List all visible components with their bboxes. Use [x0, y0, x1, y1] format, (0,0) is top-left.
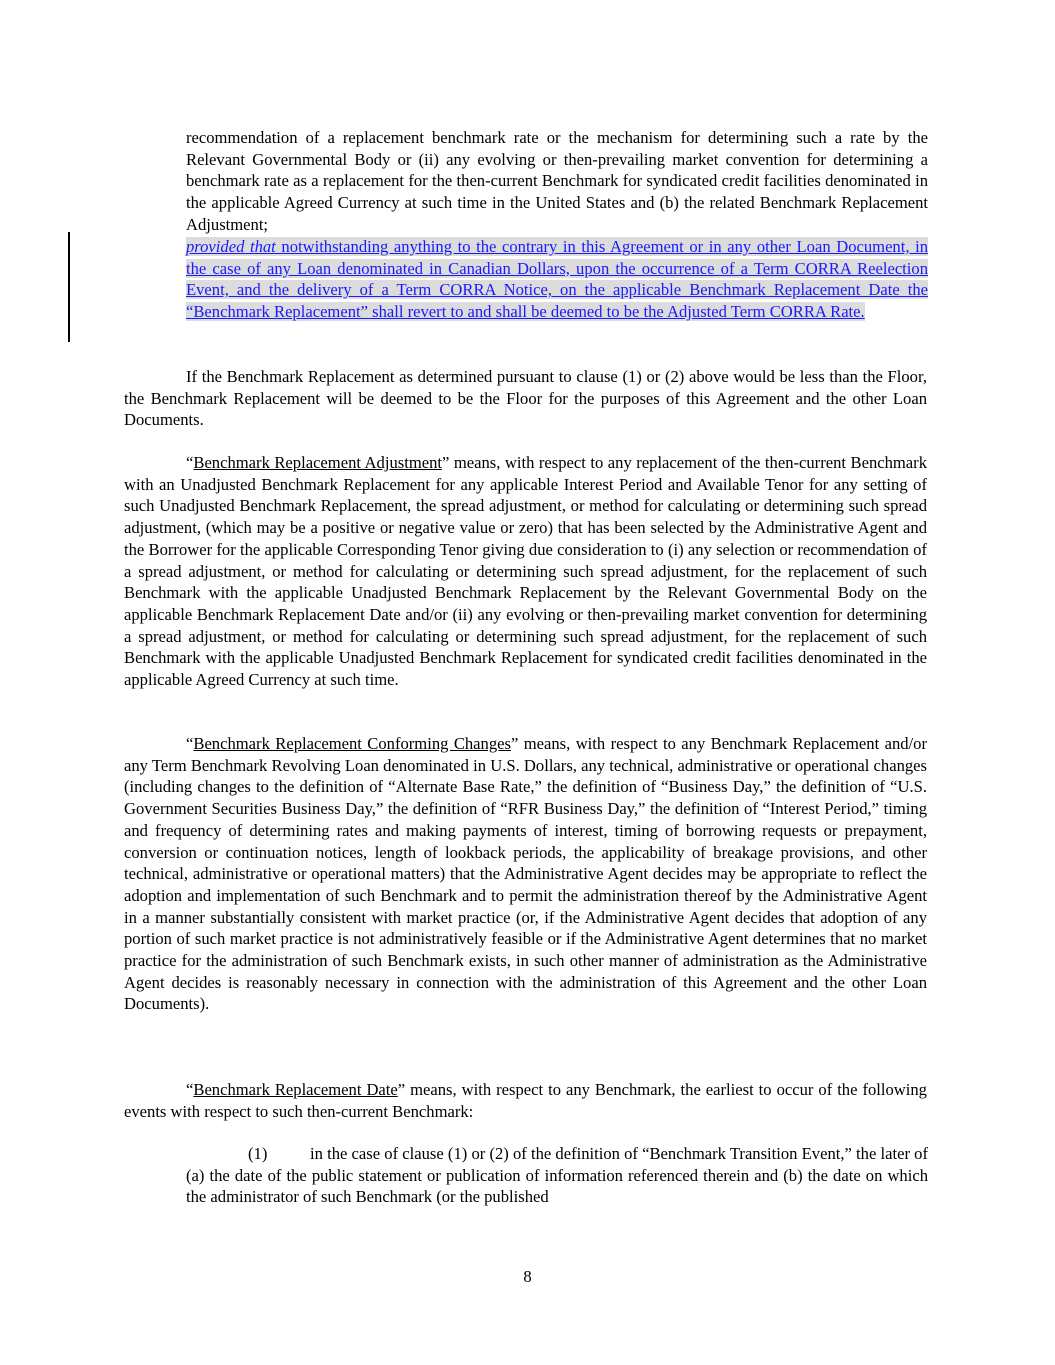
clause-number: (1): [248, 1144, 268, 1163]
definition-body: ” means, with respect to any Benchmark, the earliest to occur of the following events with respect to such then-current Benchmark:: [124, 1080, 927, 1121]
proviso-text: notwithstanding anything to the contrary in this Agreement or in any other Loan Document, in the case of any Loan denominated in Canadian Dollars, upon the occurrence of a Term CORRA Reelection Event, and the delivery of a Term CORRA Notice, on the applicable Benchmark Replacement Date the “Benchmark Replacement” shall revert to and shall be deemed to be the Adjusted Term CORRA Rate.: [186, 237, 928, 322]
definition-benchmark-replacement-date: [124, 1079, 927, 1122]
definition-benchmark-replacement-adjustment: [124, 452, 927, 691]
clause-text: in the case of clause (1) or (2) of the definition of “Benchmark Transition Event,” the later of (a) the date of the public statement or publication of information referenced therein and (b) the date on which the administrator of such Benchmark (or the published: [186, 1144, 928, 1207]
definition-body: ” means, with respect to any Benchmark Replacement and/or any Term Benchmark Revolving Loan denominated in U.S. Dollars, any technical, administrative or operational changes (including changes to the definition of “Alternate Base Rate,” the definition of “Business Day,” the definition of “U.S. Government Securities Business Day,” the definition of “RFR Business Day,” the definition of “Interest Period,” timing and frequency of determining rates and making payments of interest, timing of borrowing requests or prepayment, conversion or continuation notices, length of lookback periods, the applicability of breakage provisions, and other technical, administrative or operational matters) that the Administrative Agent decides may be appropriate to reflect the adoption and implementation of such Benchmark and to permit the administration thereof by the Administrative Agent in a manner substantially consistent with market practice (or, if the Administrative Agent decides that adoption of any portion of such market practice is not administratively feasible or if the Administrative Agent determines that no market practice for the administration of such Benchmark exists, in such other manner of administration as the Administrative Agent decides is reasonably necessary in connection with the administration of this Agreement and the other Loan Documents).: [124, 734, 927, 1014]
proviso-italic: provided that: [186, 237, 276, 256]
defined-term: Benchmark Replacement Date: [193, 1080, 398, 1099]
open-quote: “: [186, 453, 194, 472]
open-quote: “: [186, 734, 194, 753]
clause-1-paragraph: [186, 1143, 928, 1208]
continuation-text: recommendation of a replacement benchmark rate or the mechanism for determining such a rate by the Relevant Governmental Body or (ii) any evolving or then-prevailing market convention for determining a benchmark rate as a replacement for the then-current Benchmark for syndicated credit facilities denominated in the applicable Agreed Currency at such time in the United States and (b) the related Benchmark Replacement Adjustment;: [186, 128, 928, 234]
floor-paragraph: [124, 366, 927, 431]
defined-term: Benchmark Replacement Adjustment: [193, 453, 442, 472]
page-number: 8: [523, 1267, 532, 1286]
continuation-paragraph: [186, 127, 928, 236]
floor-text: If the Benchmark Replacement as determined pursuant to clause (1) or (2) above would be less than the Floor, the Benchmark Replacement will be deemed to be the Floor for the purposes of this Agreement and the other Loan Documents.: [124, 367, 927, 430]
defined-term: Benchmark Replacement Conforming Changes: [193, 734, 511, 753]
revision-change-bar: [68, 232, 70, 342]
definition-benchmark-replacement-conforming-changes: [124, 733, 927, 1015]
open-quote: “: [186, 1080, 194, 1099]
definition-body: ” means, with respect to any replacement of the then-current Benchmark with an Unadjusted Benchmark Replacement for any applicable Interest Period and Available Tenor for any setting of such Unadjusted Benchmark Replacement, the spread adjustment, or method for calculating or determining such spread adjustment, (which may be a positive or negative value or zero) that has been selected by the Administrative Agent and the Borrower for the applicable Corresponding Tenor giving due consideration to (i) any selection or recommendation of a spread adjustment, or method for calculating or determining such spread adjustment, for the replacement of such Benchmark with the applicable Unadjusted Benchmark Replacement by the Relevant Governmental Body on the applicable Benchmark Replacement Date and/or (ii) any evolving or then-prevailing market convention for determining a spread adjustment, or method for calculating or determining such spread adjustment, for the replacement of such Benchmark with the applicable Unadjusted Benchmark Replacement for syndicated credit facilities denominated in the applicable Agreed Currency at such time.: [124, 453, 927, 690]
proviso-paragraph: [186, 236, 928, 323]
